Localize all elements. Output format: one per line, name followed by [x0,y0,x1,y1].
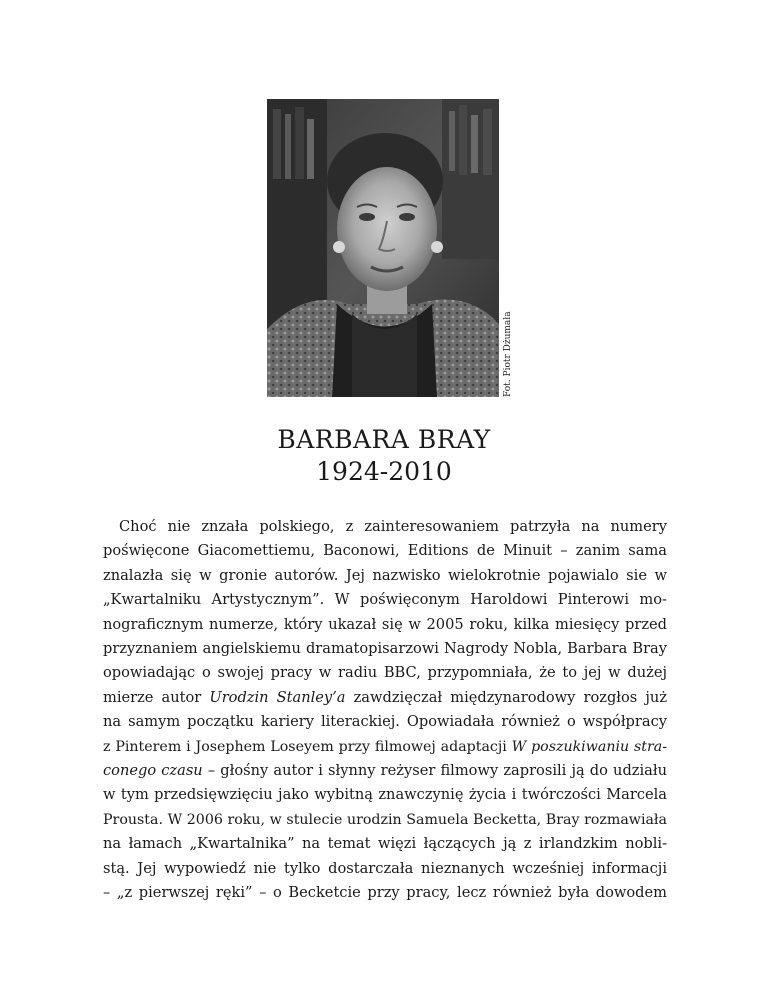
body-text-run: mierze autor [103,688,210,706]
book-title: W poszukiwaniu stra- [511,738,667,755]
body-text-run: zawdzięczał międzynarodowy rozgłos już [345,688,668,706]
body-line [103,686,667,710]
body-line: Choć nie znzała polskiego, z zainteresowaniem patrzyła na numery [119,518,667,535]
body-line: poświęcone Giacomettiemu, Baconowi, Editions de Minuit – zanim sama [103,542,667,560]
portrait-image [267,99,499,397]
body-line [103,735,667,759]
body-line: znalazła się w gronie autorów. Jej nazwisko wielokrotnie pojawialo sie w [103,566,667,584]
title-block [0,425,768,488]
author-name: BARBARA BRAY [277,425,491,454]
body-line: stą. Jej wypowiedź nie tylko dostarczała nieznanych wcześniej informacji [103,859,667,877]
body-line: – „z pierwszej ręki” – o Becketcie przy pracy, lecz również była dowodem [103,884,667,902]
body-line: opowiadając o swojej pracy w radiu BBC, przypomniała, że to jej w dużej [103,664,667,682]
body-line: przyznaniem angielskiemu dramatopisarzowi Nagrody Nobla, Barbara Bray [103,640,667,658]
article-body [103,515,667,906]
body-line: na łamach „Kwartalnika” na temat więzi łączących ją z irlandzkim nobli- [103,835,667,853]
body-line: na samym początku kariery literackiej. Opowiadała również o współpracy [103,713,667,731]
body-line [103,759,667,783]
photo-credit: Fot. Piotr Dżumała [503,311,513,397]
body-text-run: z Pinterem i Josephem Loseyem przy filmowej adaptacji [103,738,512,755]
body-line: w tym przedsięwzięciu jako wybitną znawczynię życia i twórczości Marcela [103,786,667,804]
book-title: conego czasu [103,762,203,780]
body-text-run: – głośny autor i słynny reżyser filmowy zaprosili ją do udziału [202,762,667,780]
book-title: Urodzin Stanley’a [209,688,346,706]
body-line: „Kwartalniku Artystycznym”. W poświęconym Haroldowi Pinterowi mo- [103,591,667,609]
body-line: Prousta. W 2006 roku, w stulecie urodzin Samuela Becketta, Bray rozmawiała [103,811,667,828]
body-line: nograficznym numerze, który ukazał się w 2005 roku, kilka miesięcy przed [103,615,667,633]
author-photo [267,99,499,397]
author-years: 1924-2010 [316,457,452,486]
